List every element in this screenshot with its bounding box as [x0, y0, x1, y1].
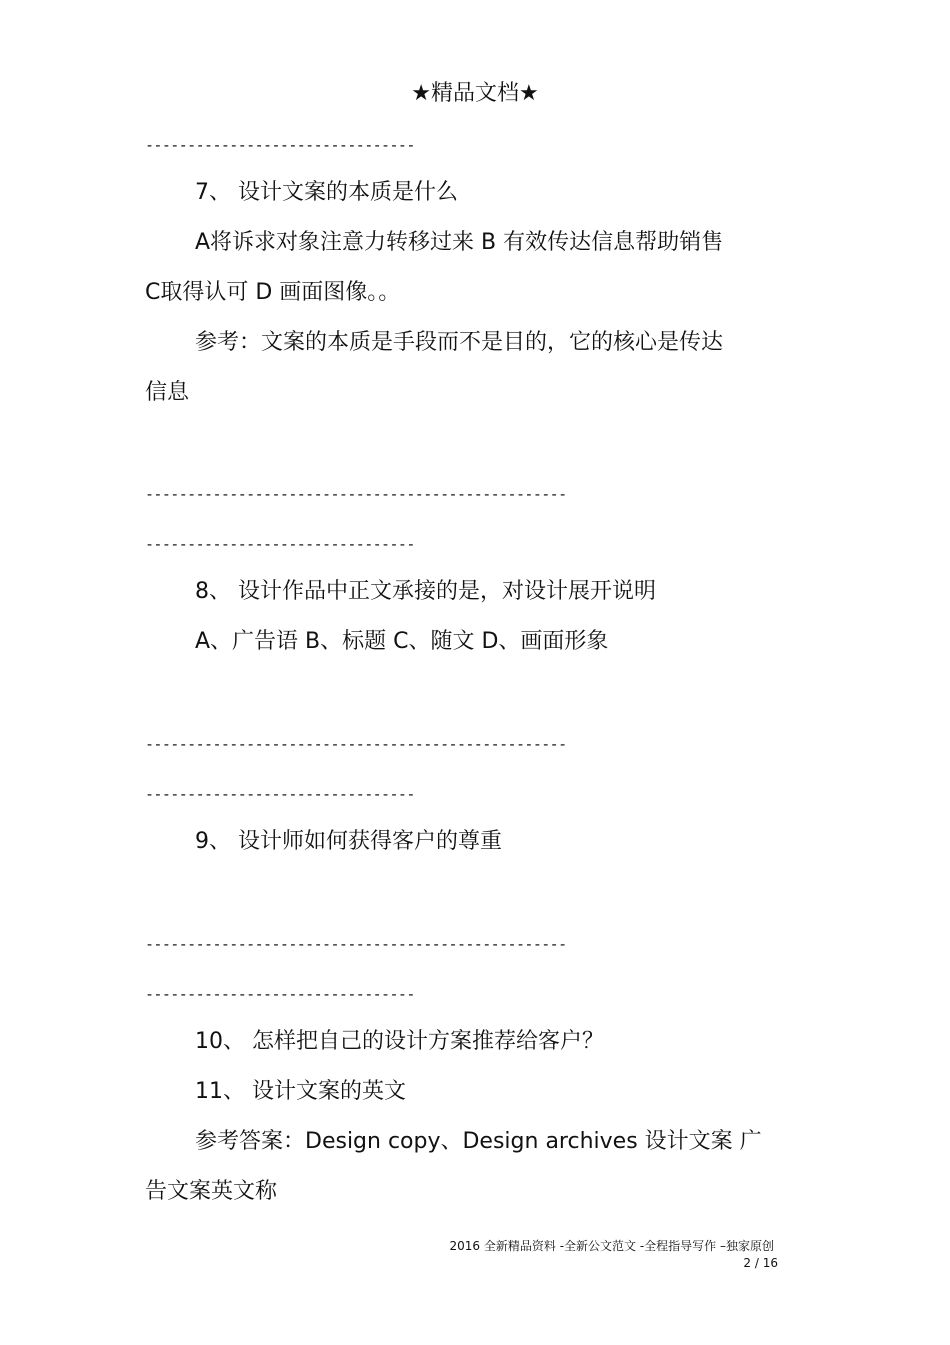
question-11-answer-line2: 告文案英文称: [145, 1179, 278, 1204]
question-7: 7、 设计文案的本质是什么: [195, 180, 458, 205]
question-7-options-line1: A将诉求对象注意力转移过来 B 有效传达信息帮助销售: [195, 230, 724, 255]
question-11-answer-line1: 参考答案：Design copy、Design archives 设计文案 广: [195, 1129, 762, 1154]
dash-separator-long: --------------------------------------------------: [145, 485, 567, 503]
question-7-reference-line1: 参考：文案的本质是手段而不是目的，它的核心是传达: [195, 330, 724, 355]
question-7-options-line2: C取得认可 D 画面图像。。: [145, 280, 401, 305]
dash-separator: --------------------------------: [145, 535, 415, 553]
dash-separator: --------------------------------: [145, 985, 415, 1003]
page-number: 2 / 16: [743, 1256, 778, 1270]
footer-tagline: 2016 全新精品资料 -全新公文范文 -全程指导写作 –独家原创: [449, 1239, 774, 1253]
dash-separator: --------------------------------: [145, 785, 415, 803]
question-11: 11、 设计文案的英文: [195, 1079, 406, 1104]
question-8-options: A、广告语 B、标题 C、随文 D、画面形象: [195, 629, 609, 654]
question-10: 10、 怎样把自己的设计方案推荐给客户？: [195, 1029, 604, 1054]
dash-separator-long: --------------------------------------------------: [145, 935, 567, 953]
question-7-reference-line2: 信息: [145, 380, 190, 405]
question-9: 9、 设计师如何获得客户的尊重: [195, 829, 502, 854]
question-8: 8、 设计作品中正文承接的是，对设计展开说明: [195, 579, 656, 604]
page-header-title: ★精品文档★: [411, 81, 539, 106]
dash-separator-long: --------------------------------------------------: [145, 735, 567, 753]
dash-separator: --------------------------------: [145, 136, 415, 154]
